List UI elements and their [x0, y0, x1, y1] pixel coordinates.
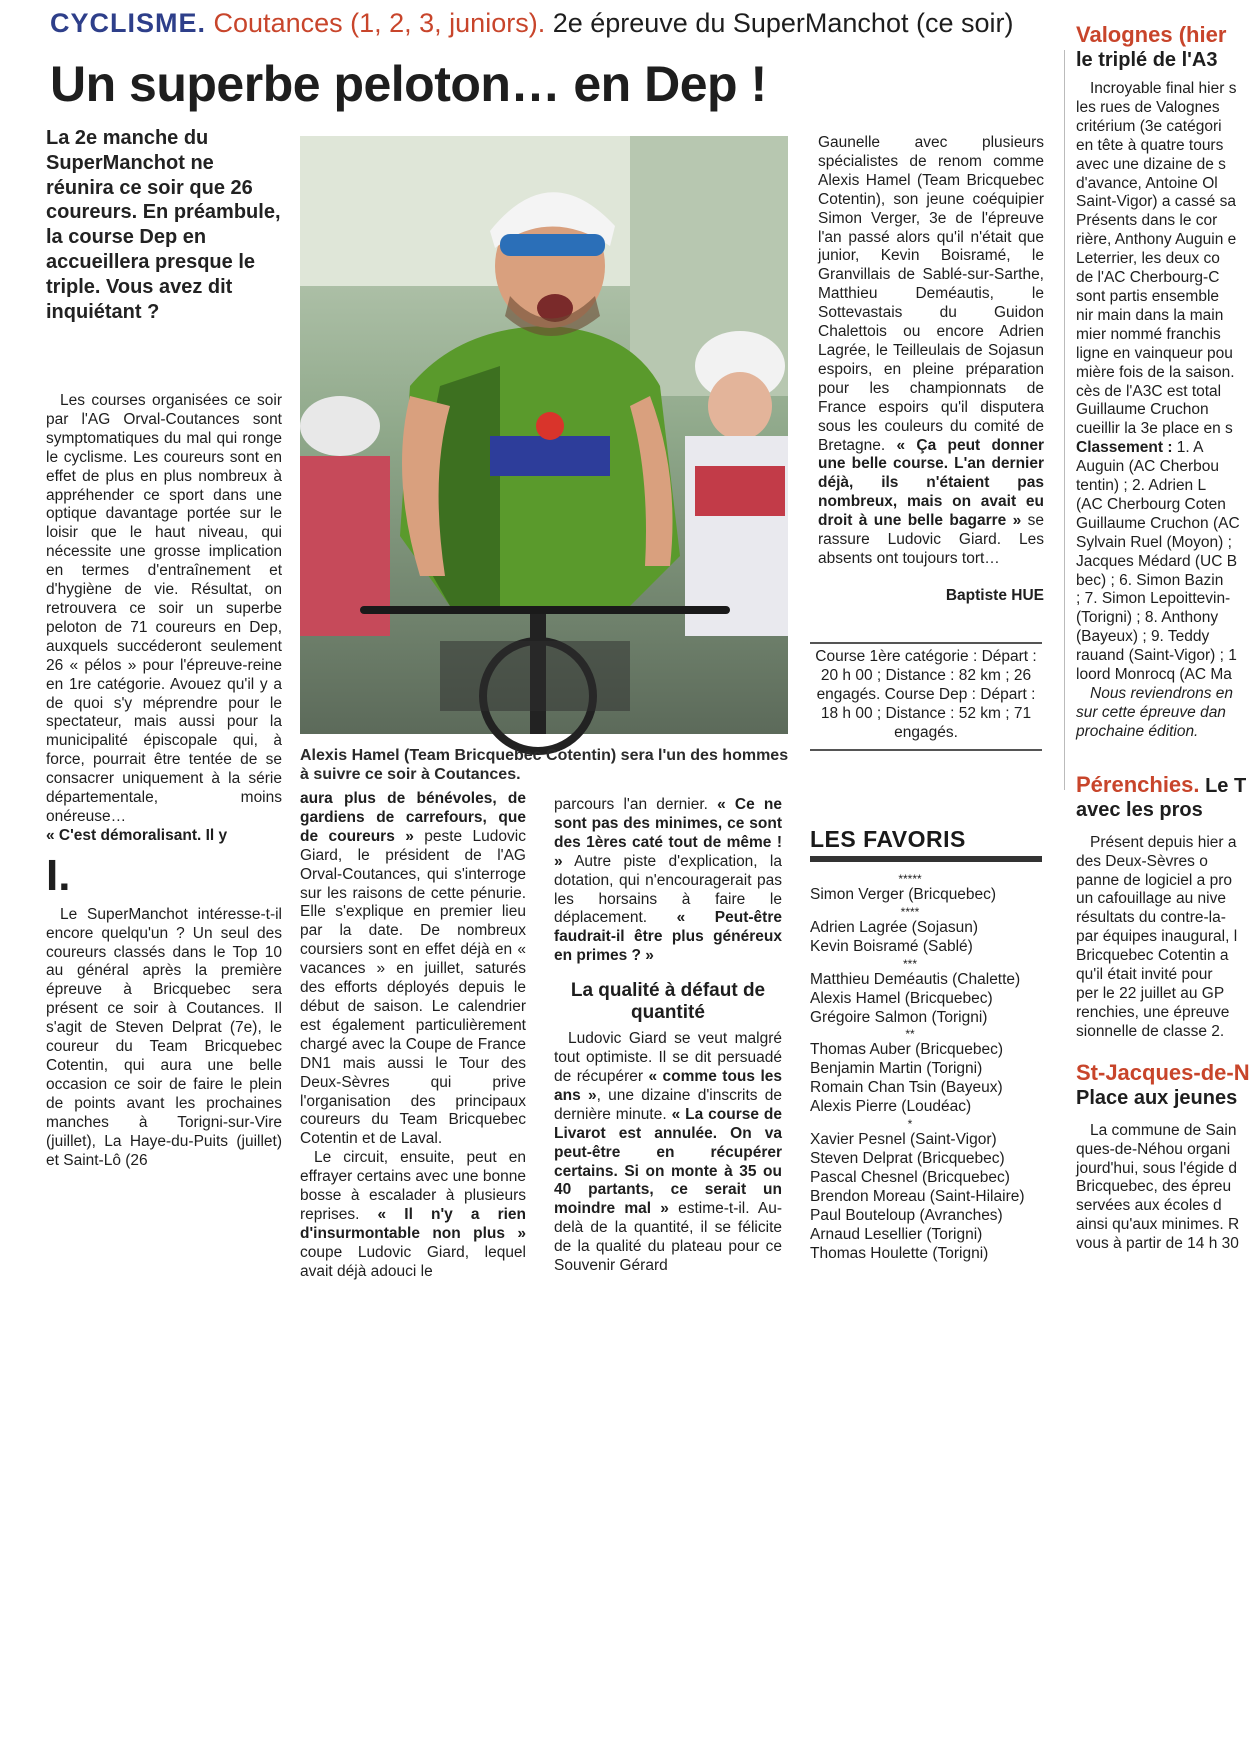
- favoris-rider: Thomas Auber (Bricquebec): [810, 1041, 1003, 1059]
- valognes-line: nir main dans la main: [1076, 306, 1224, 324]
- favoris-rider: Grégoire Salmon (Torigni): [810, 1008, 988, 1026]
- favoris-title: LES FAVORIS: [810, 826, 966, 852]
- favoris-stars: *****: [898, 872, 922, 886]
- valognes-line: sont partis ensemble: [1076, 287, 1220, 305]
- valognes-line: avec une dizaine de s: [1076, 155, 1226, 173]
- classement-line: tentin) ; 2. Adrien L: [1076, 477, 1207, 495]
- article-perenchies-city-rest: Le T: [1199, 774, 1247, 797]
- stjacques-line: vous à partir de 14 h 30: [1076, 1235, 1239, 1253]
- classement-line: Sylvain Ruel (Moyon) ;: [1076, 533, 1232, 551]
- favoris-rider: Matthieu Deméautis (Chalette): [810, 970, 1021, 988]
- classement-line: Guillaume Cruchon (AC: [1076, 514, 1240, 532]
- stjacques-line: La commune de Sain: [1090, 1121, 1237, 1139]
- classement-lines: [1076, 458, 1240, 685]
- column-1: [46, 392, 282, 1170]
- perenchies-line: des Deux-Sèvres o: [1076, 852, 1208, 870]
- perenchies-line: panne de logiciel a pro: [1076, 871, 1232, 889]
- favoris-rider: Paul Bouteloup (Avranches): [810, 1206, 1003, 1224]
- col2-quote-bold: aura plus de bénévoles, de gardiens de carrefours, que de coureurs »: [300, 790, 526, 845]
- valognes-line: Présents dans le cor: [1076, 212, 1218, 230]
- classement-line: bec) ; 6. Simon Bazin: [1076, 571, 1224, 589]
- valognes-line: Leterrier, les deux co: [1076, 250, 1220, 268]
- perenchies-line: résultats du contre-la-: [1076, 909, 1226, 927]
- right-column: [1076, 22, 1250, 1254]
- rubric-label: CYCLISME.: [50, 8, 207, 38]
- col2-paragraph-2-end: coupe Ludovic Giard, lequel avait déjà adouci le: [300, 1243, 526, 1280]
- favoris-rider: Romain Chan Tsin (Bayeux): [810, 1079, 1003, 1097]
- valognes-note-line: sur cette épreuve dan: [1076, 703, 1226, 721]
- classement-line: (Torigni) ; 8. Anthony: [1076, 609, 1219, 627]
- valognes-line: les rues de Valognes: [1076, 98, 1220, 116]
- article-stjacques-title: Place aux jeunes: [1076, 1086, 1238, 1109]
- column-4: [818, 134, 1044, 606]
- favoris-rider: Thomas Houlette (Torigni): [810, 1244, 989, 1262]
- article-valognes-title: le triplé de l'A3: [1076, 49, 1218, 71]
- perenchies-line: un cafouillage au nive: [1076, 890, 1226, 908]
- perenchies-line: Présent depuis hier a: [1090, 833, 1237, 851]
- favoris-rider: Brendon Moreau (Saint-Hilaire): [810, 1187, 1025, 1205]
- favoris-stars: *: [907, 1117, 913, 1132]
- col1-big-letter: I.: [46, 850, 71, 900]
- valognes-note-line: prochaine édition.: [1076, 722, 1199, 740]
- col4-quote: « Ça peut donner une belle course. L'an dernier déjà, ils n'étaient pas nombreux, mais on avait eu droit à une belle bagarre »: [818, 436, 1044, 530]
- perenchies-line: Bricquebec Cotentin a: [1076, 947, 1229, 965]
- valognes-line: ligne en vainqueur pou: [1076, 344, 1233, 362]
- valognes-line: rière, Anthony Auguin e: [1076, 231, 1237, 249]
- event-label: 2e épreuve du SuperManchot (ce soir): [552, 8, 1014, 38]
- valognes-line: mière fois de la saison.: [1076, 363, 1235, 381]
- column-2: [300, 790, 526, 1282]
- chapo: La 2e manche du SuperManchot ne réunira ce soir que 26 coureurs. En préambule, la course Dep en accueillera presque le triple. Vous avez dit inquiétant ?: [46, 127, 281, 323]
- valognes-line: mier nommé franchis: [1076, 325, 1221, 343]
- col3-quote-3: « comme tous les ans »: [554, 1067, 782, 1104]
- valognes-line: d'avance, Antoine Ol: [1076, 174, 1218, 192]
- valognes-note-line: Nous reviendrons en: [1090, 685, 1234, 702]
- col3-quote-4: « La course de Livarot est annulée. On va peut-être en récupérer certains. Si on monte à 35 ou 40 partants, ce serait un moindre mal »: [554, 1105, 783, 1218]
- perenchies-line: per le 22 juillet au GP: [1076, 984, 1225, 1002]
- place-label: Coutances (1, 2, 3, juniors).: [213, 8, 546, 38]
- stjacques-line: ainsi qu'aux minimes. R: [1076, 1216, 1240, 1234]
- favoris-rider: Pascal Chesnel (Bricquebec): [810, 1168, 1010, 1186]
- article-perenchies-title: avec les pros: [1076, 798, 1203, 821]
- classement-line: (Bayeux) ; 9. Teddy: [1076, 628, 1210, 646]
- favoris-rider: Adrien Lagrée (Sojasun): [810, 918, 979, 936]
- valognes-line: Saint-Vigor) a cassé sa: [1076, 193, 1236, 211]
- col3-paragraph-1-start: parcours l'an dernier.: [554, 796, 718, 813]
- course-info-box: Course 1ère catégorie : Départ : 20 h 00 ; Distance : 82 km ; 26 engagés. Course Dep : Départ : 18 h 00 ; Distance : 52 km ; 71 engagés.: [810, 642, 1042, 751]
- col3-paragraph-2-mid: , une dizaine d'inscrits de dernière minute.: [554, 1086, 783, 1123]
- stjacques-line: jourd'hui, sous l'égide d: [1076, 1159, 1238, 1177]
- column-3: [554, 796, 782, 1276]
- classement-line: Auguin (AC Cherbou: [1076, 458, 1220, 476]
- perenchies-line: sionnelle de classe 2.: [1076, 1022, 1225, 1040]
- stjacques-line: servées aux écoles d: [1076, 1197, 1222, 1215]
- cyclist-photo: [300, 136, 788, 734]
- article-perenchies-heading: [1076, 771, 1247, 798]
- col2-paragraph-1: peste Ludovic Giard, le président de l'AG Orval-Coutances, qui s'interroge sur les raisons de cette pénurie. Elle s'explique en premier lieu par la date. De nombreux coursiers sont en effet déjà en « vacances » en juillet, saturés des efforts déployés depuis le début de saison. Le calendrier est également particulièrement chargé avec la Coupe de France DN1 mais aussi le Tour des Deux-Sèvres qui prive l'organisation des principaux coureurs du Team Bricquebec Cotentin et de Laval.: [300, 827, 526, 1148]
- col4-paragraph-end: se rassure Ludovic Giard. Les absents ont toujours tort…: [818, 512, 1044, 567]
- col3-quote-2: « Peut-être faudrait-il être plus généreux en primes ? »: [554, 909, 782, 965]
- perenchies-line: par équipes inaugural, l: [1076, 928, 1238, 946]
- article-stjacques-city: St-Jacques-de-N: [1076, 1059, 1250, 1085]
- article-valognes-body: [1076, 80, 1240, 439]
- col2-quote-2: « Il n'y a rien d'insurmontable non plus »: [300, 1205, 527, 1242]
- valognes-line: de l'AC Cherbourg-C: [1076, 269, 1220, 287]
- favoris-rider: Benjamin Martin (Torigni): [810, 1060, 983, 1078]
- classement-line: rauand (Saint-Vigor) ; 1: [1076, 647, 1237, 665]
- favoris-rider: Arnaud Lesellier (Torigni): [810, 1225, 983, 1243]
- classement-first: 1. A: [1172, 439, 1204, 457]
- author-byline: Baptiste HUE: [945, 586, 1044, 604]
- kicker-line: [50, 8, 1050, 39]
- favoris-stars: **: [905, 1027, 915, 1042]
- favoris-list: [810, 872, 1050, 1263]
- favoris-rider: Alexis Pierre (Loudéac): [810, 1098, 972, 1116]
- valognes-line: critérium (3e catégori: [1076, 117, 1222, 135]
- stjacques-line: ques-de-Néhou organi: [1076, 1140, 1231, 1158]
- perenchies-line: qu'il était invité pour: [1076, 966, 1213, 984]
- article-valognes-note: [1076, 685, 1240, 742]
- classement-line: (AC Cherbourg Coten: [1076, 495, 1226, 513]
- col4-paragraph-start: Gaunelle avec plusieurs spécialistes de renom comme Alexis Hamel (Team Bricquebec Cotentin), son jeune coéquipier Simon Verger, 3e de l'épreuve l'an passé alors qu'il n'était que junior, Kevin Boisramé, le Granvillais de Sablé-sur-Sarthe, Matthieu Deméautis, le Sottevastais du Guidon Chalettois ou encore Adrien Lagrée, le Teilleulais de Sojasun espoirs, en pleine préparation pour les championnats de France espoirs qu'il disputera sous les couleurs du comité de Bretagne.: [818, 134, 1044, 454]
- classement-label: Classement :: [1076, 439, 1173, 457]
- col1-paragraph-2: Le SuperManchot intéresse-t-il encore quelqu'un ? Un seul des coureurs classés dans le Top 10 au général après la première épreuve à Bricquebec sera présent ce soir à Coutances. Il s'agit de Steven Delprat (7e), le coureur du Team Bricquebec Cotentin, qui aura une belle occasion ce soir de faire le plein de points avant les prochaines manches à Torigni-sur-Vire (juillet), La Haye-du-Puits (juillet) et Saint-Lô (26: [46, 905, 282, 1169]
- valognes-line: cès de l'A3C est total: [1076, 382, 1222, 400]
- article-stjacques-body: [1076, 1122, 1240, 1254]
- valognes-line: Guillaume Cruchon: [1076, 401, 1209, 419]
- headline: Un superbe peloton… en Dep !: [50, 56, 767, 112]
- valognes-line: cueillir la 3e place en s: [1076, 420, 1233, 438]
- col3-quote-1: « Ce ne sont pas des minimes, ce sont des 1ères caté tout de même ! »: [554, 796, 782, 870]
- favoris-rider: Steven Delprat (Bricquebec): [810, 1149, 1005, 1167]
- col2-paragraph-2-start: Le circuit, ensuite, peut en effrayer certains avec une bonne bosse à escalader à plusieurs reprises.: [300, 1149, 526, 1223]
- valognes-line: Incroyable final hier s: [1090, 80, 1237, 97]
- classement-line: Jacques Médard (UC B: [1076, 552, 1238, 570]
- favoris-rider: Kevin Boisramé (Sablé): [810, 937, 973, 955]
- valognes-line: en tête à quatre tours: [1076, 136, 1224, 154]
- favoris-stars: ***: [902, 956, 917, 971]
- photo-caption: Alexis Hamel (Team Bricquebec Cotentin) sera l'un des hommes à suivre ce soir à Coutances.: [300, 747, 789, 783]
- favoris-rider: Alexis Hamel (Bricquebec): [810, 989, 993, 1007]
- stjacques-line: Bricquebec, des épreu: [1076, 1178, 1232, 1196]
- favoris-rider: Simon Verger (Bricquebec): [810, 886, 997, 903]
- favoris-divider: [810, 856, 1042, 862]
- col3-paragraph-2-start: Ludovic Giard se veut malgré tout optimiste. Il se dit persuadé de récupérer: [554, 1030, 782, 1085]
- article-valognes-classement: [1076, 439, 1240, 458]
- col3-paragraph-2-end: estime-t-il. Au-delà de la quantité, il se félicite de la qualité du plateau pour ce Souvenir Gérard: [554, 1200, 783, 1275]
- favoris-stars: ****: [900, 904, 920, 919]
- col3-subheading: La qualité à défaut de quantité: [570, 980, 766, 1024]
- perenchies-line: renchies, une épreuve: [1076, 1003, 1230, 1021]
- column-divider: [1064, 50, 1065, 790]
- article-valognes-city: Valognes (hier: [1076, 22, 1227, 47]
- col1-paragraph-1: Les courses organisées ce soir par l'AG Orval-Coutances sont symptomatiques du mal qui ronge le cyclisme. Les coureurs sont en effet de plus en plus nombreux à appréhender ce sport dans une optique davantage portée sur le loisir que le haut niveau, qui nécessite une grosse implication en termes d'entraînement et d'hygiène de vie. Résultat, on retrouvera ce soir un superbe peloton de 71 coureurs en Dep, auxquels succéderont seulement 26 « pélos » pour l'épreuve-reine en 1re catégorie. Avouez qu'il y a de quoi s'y méprendre pour le spectateur, mais aussi pour la municipalité épiscopale qui, à force, pourrait être tentée de se consacrer uniquement à la série départementale, moins onéreuse…: [46, 392, 282, 825]
- classement-line: loord Monrocq (AC Ma: [1076, 666, 1232, 684]
- article-perenchies-city: Pérenchies.: [1076, 771, 1200, 797]
- article-perenchies-body: [1076, 834, 1240, 1042]
- favoris-rider: Xavier Pesnel (Saint-Vigor): [810, 1131, 997, 1149]
- cyclist-illustration: [300, 136, 788, 734]
- col3-paragraph-1-mid: Autre piste d'explication, la dotation, qui n'encouragerait pas les horsains à faire le déplacement.: [554, 852, 782, 927]
- col1-quote-start: « C'est démoralisant. Il y: [46, 826, 228, 844]
- classement-line: ; 7. Simon Lepoittevin-: [1076, 590, 1231, 608]
